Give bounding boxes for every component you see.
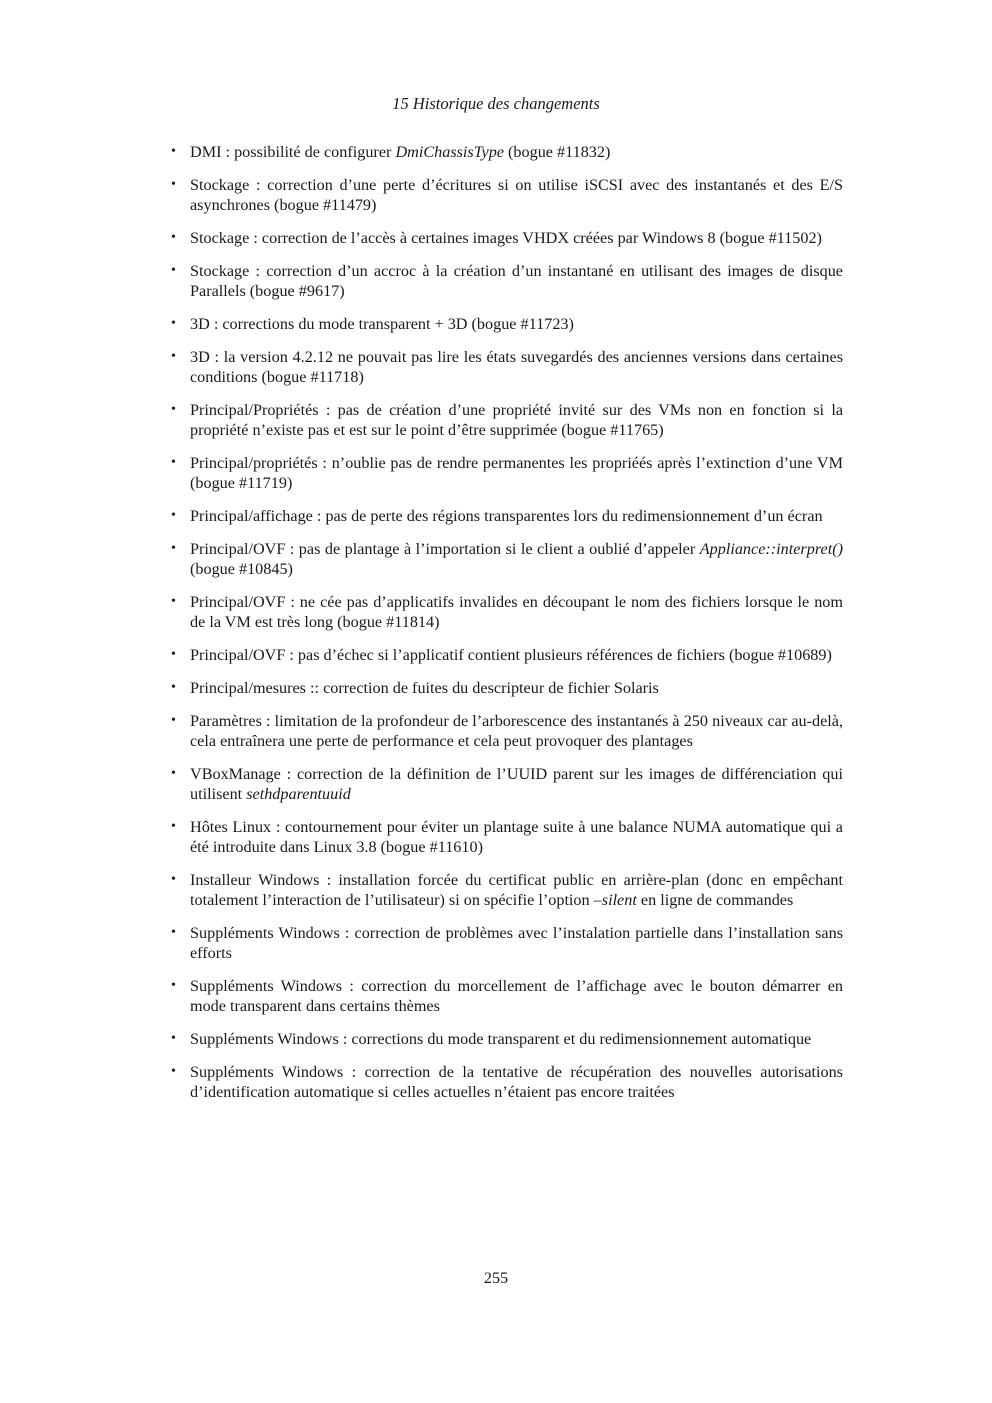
list-item-text (190, 176, 843, 214)
list-item (170, 453, 843, 493)
list-item-text (190, 593, 843, 631)
text-segment: Principal/Propriétés : pas de création d’une propriété invité sur des VMs non en fonction si la propriété n’existe pas et est sur le point d’être supprimée (bogue #11765) (190, 401, 843, 439)
italic-term: –silent (593, 891, 637, 909)
list-item-text (190, 646, 832, 664)
text-segment: Suppléments Windows : correction de la tentative de récupération des nouvelles autorisations d’identification automatique si celles actuelles n’étaient pas encore traitées (190, 1063, 843, 1101)
text-segment: 3D : la version 4.2.12 ne pouvait pas lire les états suvegardés des anciennes versions dans certaines conditions (bogue #11718) (190, 348, 843, 386)
bullet-icon: • (171, 230, 176, 245)
text-segment: Principal/OVF : ne cée pas d’applicatifs invalides en découpant le nom des fichiers lorsque le nom de la VM est très long (bogue #11814) (190, 593, 843, 631)
text-segment: Stockage : correction de l’accès à certaines images VHDX créées par Windows 8 (bogue #11502) (190, 229, 822, 247)
text-segment: Hôtes Linux : contournement pour éviter un plantage suite à une balance NUMA automatique qui a été introduite dans Linux 3.8 (bogue #11610) (190, 818, 843, 856)
list-item-text (190, 143, 610, 161)
bullet-icon: • (171, 872, 176, 887)
list-item-text (190, 1030, 811, 1048)
bullet-icon: • (171, 1064, 176, 1079)
text-segment: Paramètres : limitation de la profondeur de l’arborescence des instantanés à 250 niveaux car au-delà, cela entraînera une perte de performance et cela peut provoquer des plantages (190, 712, 843, 750)
bullet-icon: • (171, 541, 176, 556)
bullet-icon: • (171, 316, 176, 331)
list-item (170, 923, 843, 963)
list-item (170, 175, 843, 215)
text-segment: Suppléments Windows : corrections du mode transparent et du redimensionnement automatique (190, 1030, 812, 1048)
list-item-text (190, 712, 843, 750)
list-item-text (190, 765, 843, 803)
list-item-text (190, 315, 574, 333)
bullet-icon: • (171, 263, 176, 278)
list-item (170, 870, 843, 910)
bullet-icon: • (171, 925, 176, 940)
bullet-icon: • (171, 1031, 176, 1046)
list-item (170, 711, 843, 751)
list-item (170, 314, 843, 334)
text-segment: VBoxManage : correction de la définition de l’UUID parent sur les images de différenciation qui utilisent (190, 765, 843, 803)
bullet-icon: • (171, 349, 176, 364)
list-item-text (190, 1063, 843, 1101)
italic-term: DmiChassisType (395, 143, 504, 161)
text-segment: en ligne de commandes (636, 891, 794, 909)
text-segment: Suppléments Windows : correction de problèmes avec l’instalation partielle dans l’installation sans efforts (190, 924, 843, 962)
text-segment: Principal/OVF : pas d’échec si l’applicatif contient plusieurs références de fichiers (bogue #10689) (190, 646, 832, 664)
list-item (170, 142, 843, 162)
list-item-text (190, 679, 659, 697)
bullet-icon: • (171, 978, 176, 993)
list-item (170, 1062, 843, 1102)
text-segment: Principal/propriétés : n’oublie pas de rendre permanentes les propriéés après l’extinction d’une VM (bogue #11719) (190, 454, 843, 492)
bullet-icon: • (171, 819, 176, 834)
list-item (170, 817, 843, 857)
list-item (170, 539, 843, 579)
bullet-icon: • (171, 177, 176, 192)
bullet-icon: • (171, 713, 176, 728)
list-item (170, 645, 843, 665)
text-segment: (bogue #11832) (503, 143, 611, 161)
bullet-icon: • (171, 680, 176, 695)
list-item-text (190, 977, 843, 1015)
list-item-text (190, 507, 823, 525)
list-item (170, 400, 843, 440)
list-item-text (190, 401, 843, 439)
list-item (170, 592, 843, 632)
list-item (170, 261, 843, 301)
page-number: 255 (483, 1269, 509, 1287)
list-item-text (190, 818, 843, 856)
running-header: 15 Historique des changements (392, 94, 600, 113)
list-item-text (190, 540, 843, 578)
list-item (170, 976, 843, 1016)
list-item (170, 506, 843, 526)
italic-term: Appliance::interpret() (699, 540, 843, 558)
list-item (170, 678, 843, 698)
text-segment: (bogue #10845) (190, 560, 293, 578)
bullet-icon: • (171, 455, 176, 470)
text-segment: Suppléments Windows : correction du morcellement de l’affichage avec le bouton démarrer en mode transparent dans certains thèmes (190, 977, 843, 1015)
text-segment: DMI : possibilité de configurer (190, 143, 396, 161)
bullet-icon: • (171, 508, 176, 523)
text-segment: Principal/OVF : pas de plantage à l’importation si le client a oublié d’appeler (190, 540, 700, 558)
list-item-text (190, 262, 843, 300)
list-item (170, 1029, 843, 1049)
list-item (170, 347, 843, 387)
text-segment: 3D : corrections du mode transparent + 3D (bogue #11723) (190, 315, 574, 333)
list-item (170, 228, 843, 248)
text-segment: Principal/mesures :: correction de fuites du descripteur de fichier Solaris (190, 679, 659, 697)
bullet-icon: • (171, 766, 176, 781)
list-item-text (190, 924, 843, 962)
text-segment: Principal/affichage : pas de perte des régions transparentes lors du redimensionnement d’un écran (190, 507, 823, 525)
bullet-icon: • (171, 402, 176, 417)
list-item-text (190, 871, 843, 909)
bullet-icon: • (171, 594, 176, 609)
list-item-text (190, 348, 843, 386)
text-segment: Stockage : correction d’une perte d’écritures si on utilise iSCSI avec des instantanés et des E/S asynchrones (bogue #11479) (190, 176, 843, 214)
list-item-text (190, 229, 822, 247)
bullet-icon: • (171, 144, 176, 159)
italic-term: sethdparentuuid (246, 785, 351, 803)
changelog-list (170, 142, 843, 1115)
text-segment: Installeur Windows : installation forcée du certificat public en arrière-plan (donc en empêchant totalement l’interaction de l’utilisateur) si on spécifie l’option (190, 871, 843, 909)
bullet-icon: • (171, 647, 176, 662)
text-segment: Stockage : correction d’un accroc à la création d’un instantané en utilisant des images de disque Parallels (bogue #9617) (190, 262, 843, 300)
list-item (170, 764, 843, 804)
list-item-text (190, 454, 843, 492)
